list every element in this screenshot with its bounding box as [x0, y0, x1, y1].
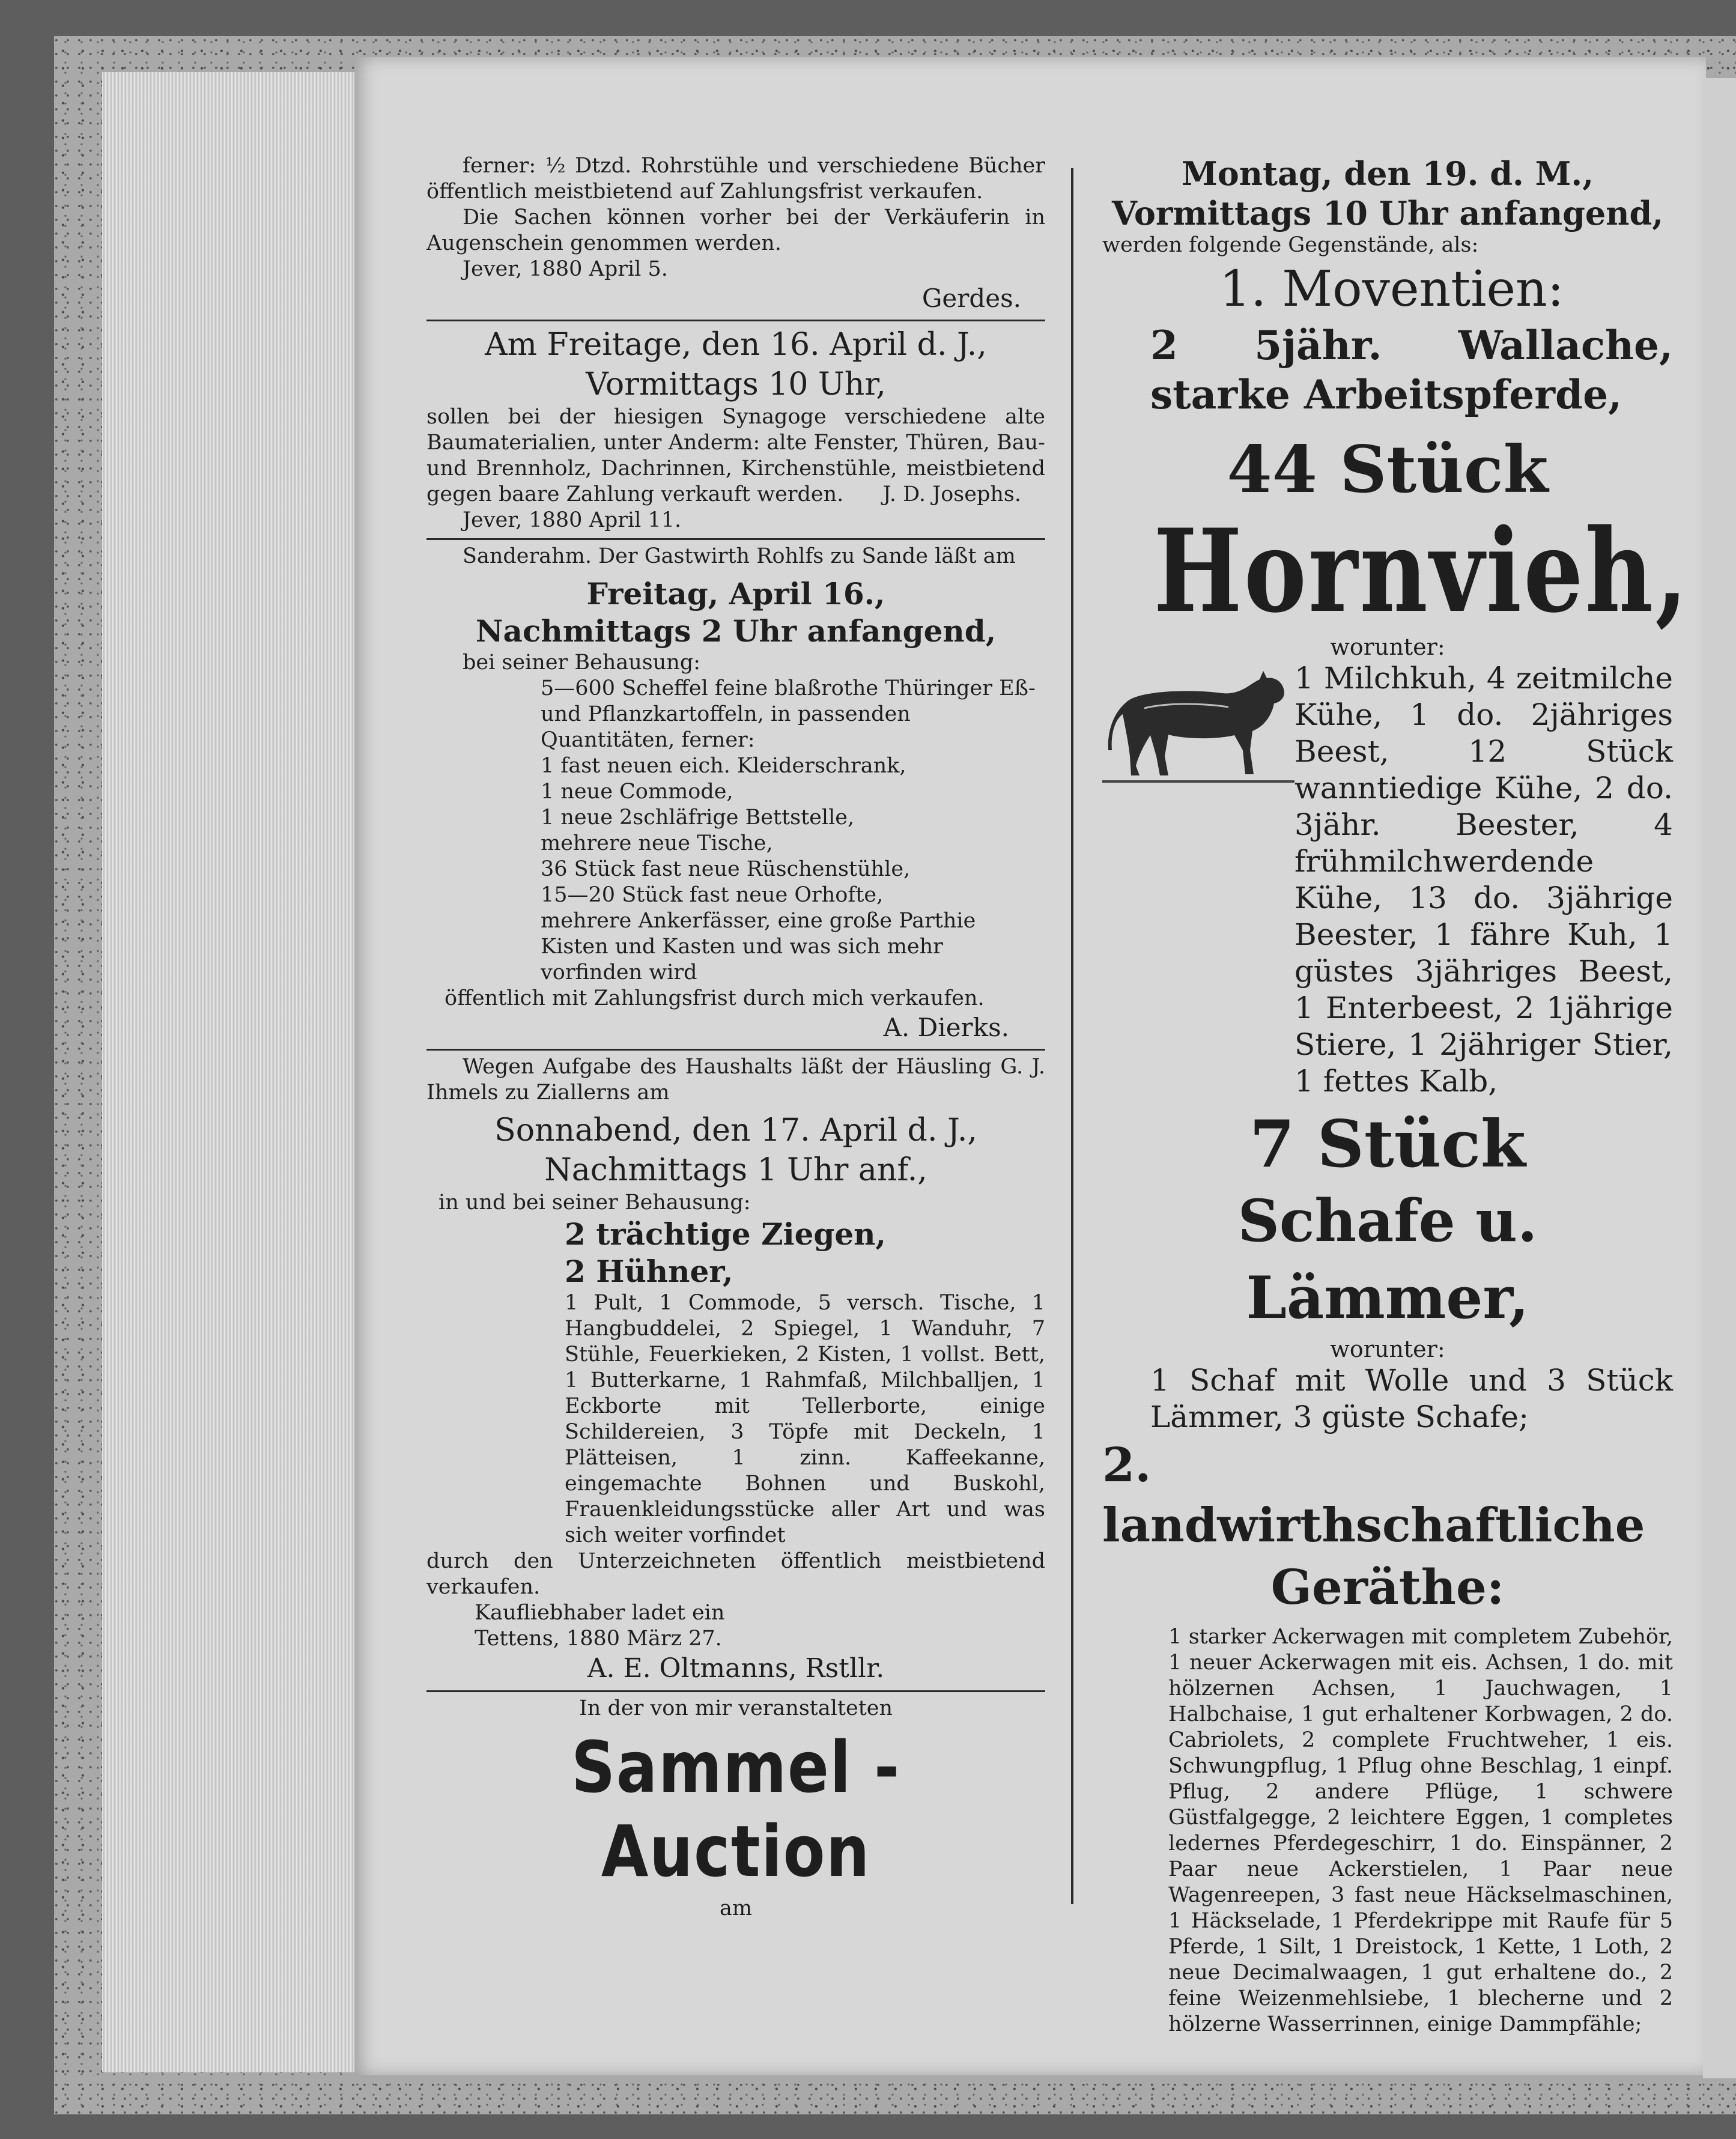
- list-item: 5—600 Scheffel feine blaßrothe Thüringer Eß- und Pflanzkartoffeln, in passenden Quantitäten, ferner:: [541, 676, 1036, 752]
- ad-r-count-cattle: 44 Stück: [1227, 432, 1549, 508]
- cow-icon: [1102, 660, 1294, 792]
- ad-e-am: am: [719, 1896, 753, 1920]
- page-edges: [102, 72, 366, 2072]
- ad-r-day: Montag, den 19. d. M.,: [1182, 154, 1594, 193]
- list-item: 1 neue Commode,: [541, 780, 733, 804]
- ad-r-intro: werden folgende Gegenstände, als:: [1102, 233, 1479, 257]
- ad-a-note: Die Sachen können vorher bei der Verkäuferin in Augenschein genommen werden.: [426, 205, 1045, 255]
- list-item: mehrere neue Tische,: [541, 831, 773, 855]
- ad-d-closing: durch den Unterzeichneten öffentlich meistbietend verkaufen.: [426, 1549, 1045, 1599]
- ad-r-time: Vormittags 10 Uhr anfangend,: [1111, 194, 1664, 232]
- ad-r-horses: 2 5jähr. Wallache, starke Arbeitspferde,: [1150, 322, 1673, 418]
- divider: [426, 1049, 1045, 1051]
- ad-a-signature: Gerdes.: [921, 284, 1021, 313]
- ad-a-text: ferner: ½ Dtzd. Rohrstühle und verschiedene Bücher öffentlich meistbietend auf Zahlungsfrist verkaufen.: [426, 154, 1045, 204]
- ad-r-sheep-heading: Schafe u. Lämmer,: [1237, 1187, 1538, 1332]
- ad-r-sheep-list: 1 Schaf mit Wolle und 3 Stück Lämmer, 3 güste Schafe;: [1150, 1363, 1673, 1434]
- ad-d-item-hens: 2 Hühner,: [565, 1254, 733, 1289]
- list-item: 1 neue 2schläfrige Bettstelle,: [541, 806, 855, 830]
- cattle-block: [1102, 660, 1673, 1100]
- ad-c-day: Freitag, April 16.,: [586, 576, 885, 611]
- list-item: mehrere Ankerfässer, eine große Parthie Kisten und Kasten und was sich mehr vorfinden wird: [541, 909, 976, 985]
- ad-c-intro: Sanderahm. Der Gastwirth Rohlfs zu Sande läßt am: [463, 544, 1016, 568]
- ad-r-section-2: 2. landwirthschaftliche: [1102, 1438, 1645, 1553]
- ad-r-section-2-cont: Geräthe:: [1270, 1559, 1505, 1615]
- divider: [426, 538, 1045, 540]
- ad-b-date: Jever, 1880 April 11.: [463, 508, 682, 532]
- ad-r-cattle-among: worunter:: [1330, 634, 1445, 660]
- ad-r-count-sheep: 7 Stück: [1249, 1106, 1526, 1182]
- ad-e-intro: In der von mir veranstalteten: [578, 1696, 893, 1720]
- ad-b-time: Vormittags 10 Uhr,: [586, 366, 886, 402]
- ad-a-date: Jever, 1880 April 5.: [463, 257, 668, 281]
- ad-d-items: 1 Pult, 1 Commode, 5 versch. Tische, 1 Hangbuddelei, 2 Spiegel, 1 Wanduhr, 7 Stühle, Feuerkieken, 2 Kisten, 1 vollst. Bett, 1 Butterkarne, 1 Rahmfaß, Milchballjen, 1 Eckborte mit Tellerborte, einige Schildereien, 3 Töpfe mit Deckeln, 1 Plätteisen, 1 zinn. Kaffeekanne, eingemachte Bohnen und Buskohl, Frauenkleidungsstücke aller Art und was sich weiter vorfindet: [565, 1291, 1045, 1547]
- ad-c-closing: öffentlich mit Zahlungsfrist durch mich verkaufen.: [445, 986, 985, 1010]
- list-item: 1 fast neuen eich. Kleiderschrank,: [541, 754, 906, 778]
- ad-e-heading: Sammel - Auction: [571, 1726, 900, 1893]
- ad-d-day: Sonnabend, den 17. April d. J.,: [494, 1112, 977, 1148]
- divider: [426, 320, 1045, 321]
- ad-b-text: sollen bei der hiesigen Synagoge verschiedene alte Baumaterialien, unter Anderm: alte Fenster, Thüren, Bau- und Brennholz, Dachrinnen, Kirchenstühle, meistbietend gegen baare Zahlung verkauft werden.: [426, 405, 1045, 506]
- ad-c-place: bei seiner Behausung:: [463, 651, 701, 675]
- ad-d-date: Tettens, 1880 März 27.: [475, 1627, 722, 1651]
- ad-b-heading: Am Freitage, den 16. April d. J.,: [485, 327, 987, 363]
- ad-r-cattle-list-start: 1 Milchkuh, 4 zeitmilche Kühe, 1 do. 2jähriges Beest, 12 Stück wanntiedige Kühe, 2 do. 3jähr. Beester, 4 frühmilchwerdende Kühe, 13 do. 3jährige Beester, 1 fähre Kuh, 1 güstes 3jähriges Beest, 1 Enterbeest, 2 1jährige Stiere, 1 2jähriger Stier, 1 fettes Kalb,: [1294, 661, 1673, 1099]
- right-column: [1102, 153, 1690, 2037]
- list-item: 15—20 Stück fast neue Orhofte,: [541, 883, 884, 907]
- left-column: [426, 153, 1045, 1922]
- ad-d-time: Nachmittags 1 Uhr anf.,: [544, 1152, 927, 1188]
- list-item: 36 Stück fast neue Rüschenstühle,: [541, 857, 911, 881]
- ad-c-time: Nachmittags 2 Uhr anfangend,: [475, 613, 997, 649]
- facing-page-edge: [1703, 78, 1736, 2078]
- ad-d-intro: Wegen Aufgabe des Haushalts läßt der Häusling G. J. Ihmels zu Ziallerns am: [426, 1055, 1045, 1105]
- divider: [426, 1690, 1045, 1692]
- ad-r-implements: 1 starker Ackerwagen mit completem Zubehör, 1 neuer Ackerwagen mit eis. Achsen, 1 do. mit hölzernen Achsen, 1 Jauchwagen, 1 Halbchaise, 1 gut erhaltener Korbwagen, 2 do. Cabriolets, 2 complete Fruchtweher, 1 eis. Schwungpflug, 1 Pflug ohne Beschlag, 1 einpf. Pflug, 2 andere Pflüge, 1 schwere Güstfalgegge, 2 leichtere Eggen, 1 completes ledernes Pferdegeschirr, 1 do. Einspänner, 2 Paar neue Ackerstielen, 1 Paar neue Wagenreepen, 3 fast neue Häckselmaschinen, 1 Häckselade, 1 Pferdekrippe mit Raufe für 5 Pferde, 1 Silt, 1 Dreistock, 1 Kette, 1 Loth, 2 neue Decimalwaagen, 1 gut erhaltene do., 2 feine Weizenmehlsiebe, 1 blecherne und 2 hölzerne Wasserrinnen, einige Dammpfähle;: [1168, 1625, 1673, 2036]
- ad-d-invite: Kaufliebhaber ladet ein: [475, 1601, 725, 1625]
- ad-d-signature: A. E. Oltmanns, Rstllr.: [587, 1653, 885, 1684]
- ad-d-item-goats: 2 trächtige Ziegen,: [565, 1216, 886, 1252]
- ad-r-section-1: 1. Moventien:: [1219, 261, 1564, 318]
- ad-r-cattle-heading: Hornvieh,: [1153, 504, 1690, 638]
- column-rule: [1071, 168, 1073, 1904]
- ad-c-list: [426, 676, 1045, 986]
- ad-b-signature: J. D. Josephs.: [882, 482, 1021, 506]
- ad-c-signature: A. Dierks.: [883, 1013, 1009, 1042]
- ad-r-sheep-among: worunter:: [1330, 1336, 1445, 1362]
- ad-d-place: in und bei seiner Behausung:: [439, 1191, 751, 1215]
